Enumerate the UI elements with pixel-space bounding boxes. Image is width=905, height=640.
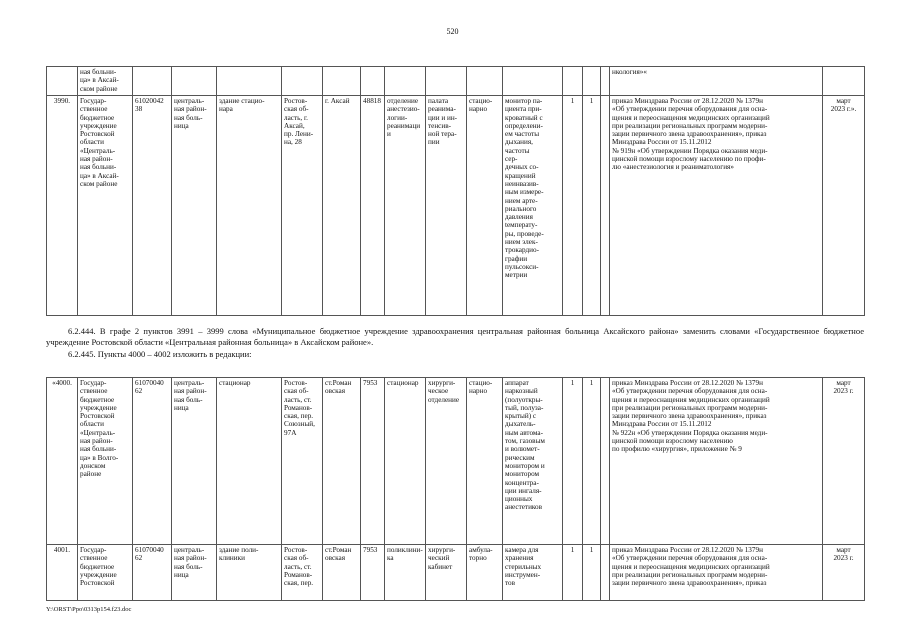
amendment-paragraph-444 — [46, 326, 864, 348]
city-cell: г. Аксай — [323, 96, 361, 316]
room-cell: палата реанима- ции и ин- тенсив- ной тера- пии — [426, 96, 467, 316]
deadline-cell: март 2023 г. — [823, 545, 865, 601]
oktmo-cell: 7953 — [361, 378, 385, 545]
room-cell: хирурги- ческое отделение — [426, 378, 467, 545]
table-row — [47, 545, 865, 601]
paragraph-text: 6.2.445. Пункты 4000 – 4002 изложить в редакции: — [68, 349, 252, 359]
code-cell: 61020042 38 — [133, 96, 172, 316]
equipment-cell: монитор па- циента при- кроватный с определени- ем частоты дыхания, частоты сер- дечных со- кращений неинвазив- ным измере- нием арте- риального давления tемперату- ры, проведе- нием элек- трокардио- графии пульсокси- метрии — [503, 96, 563, 316]
building-cell: здание стацио- нара — [217, 96, 282, 316]
amendment-paragraph-445 — [46, 349, 864, 360]
quantity-cell: 1 — [583, 378, 601, 545]
quantity-cell: 1 — [583, 96, 601, 316]
legal-basis-cell: приказ Минздрава России от 28.12.2020 № 1379н «Об утверждении перечня оборудования для осна- щения и переоснащения медицинских организаций при реализации региональных программ модерни- зации первичного звена здравоохранения», приказ — [610, 545, 823, 601]
mode-cell: амбула- торно — [467, 545, 503, 601]
code-cell: 61070040 62 — [133, 378, 172, 545]
oktmo-cell: 7953 — [361, 545, 385, 601]
building-cell: здание поли- клиники — [217, 545, 282, 601]
row-number: «4000. — [47, 378, 78, 545]
quantity-cell: 1 — [563, 378, 583, 545]
equipment-table-continued — [46, 66, 865, 316]
legal-basis-cell: приказ Минздрава России от 28.12.2020 № 1379н «Об утверждении перечня оборудования для осна- щения и переоснащения медицинских организаций при реализации региональных программ модерни- зации первичного звена здравоохранения», приказ Минздрава России от 15.11.2012 № 922н «Об утверждении Порядка оказания меди- цинской помощи взрослому населению по профилю «хирургия», приложение № 9 — [610, 378, 823, 545]
city-cell: ст.Роман овская — [323, 545, 361, 601]
legal-basis-cell: приказ Минздрава России от 28.12.2020 № 1379н «Об утверждении перечня оборудования для осна- щения и переоснащения медицинских организаций при реализации региональных программ модерни- зации первичного звена здравоохранения», приказ Минздрава России от 15.11.2012 № 919н «Об утверждении Порядка оказания меди- цинской помощи взрослому населению по профи- лю «анестезиология и реаниматология» — [610, 96, 823, 316]
row-number: 3990. — [47, 96, 78, 316]
address-cell: Ростов- ская об- ласть, ст. Романов- ская, пер. — [282, 545, 323, 601]
department-cell: стационар — [385, 378, 426, 545]
equipment-table-new-items — [46, 377, 865, 601]
quantity-cell: 1 — [563, 96, 583, 316]
paragraph-text: 6.2.444. В графе 2 пунктов 3991 – 3999 слова «Муниципальное бюджетное учреждение здравоохранения центральная районная больница Аксайского района» заменить словами «Государственное бюджетное учреждение Ростовской области «Центральная районная больница» в Аксайском районе». — [46, 326, 864, 347]
org-type-cell: централь- ная район- ная боль- ница — [172, 545, 217, 601]
file-path-footer: Y:\ORST\Ppo\0313p154.f23.doc — [46, 606, 132, 613]
department-cell: отделение анестезио- логии- реанимации — [385, 96, 426, 316]
address-cell: Ростов- ская об- ласть, ст. Романов- ская, пер. Союзный, 97А — [282, 378, 323, 545]
building-cell: стационар — [217, 378, 282, 545]
deadline-cell: март 2023 г.». — [823, 96, 865, 316]
org-type-cell: централь- ная район- ная боль- ница — [172, 378, 217, 545]
org-name-cell: Государ- ственное бюджетное учреждение Ростовской области «Централь- ная район- ная больни- ца» в Волго- донском районе — [78, 378, 133, 545]
table-row — [47, 96, 865, 316]
org-name-cell: ная больни- ца» в Аксай- ском районе — [78, 67, 133, 96]
department-cell: поликлини- ка — [385, 545, 426, 601]
deadline-cell: март 2023 г. — [823, 378, 865, 545]
room-cell: хирурги- ческий кабинет — [426, 545, 467, 601]
page-number: 520 — [446, 27, 459, 36]
quantity-cell: 1 — [563, 545, 583, 601]
quantity-cell: 1 — [583, 545, 601, 601]
code-cell: 61070040 62 — [133, 545, 172, 601]
org-name-cell: Государ- ственное бюджетное учреждение Ростовской области «Централь- ная район- ная больни- ца» в Аксай- ском районе — [78, 96, 133, 316]
table-row — [47, 67, 865, 96]
city-cell: ст.Роман овская — [323, 378, 361, 545]
equipment-cell: аппарат наркозный (полуоткры- тый, полуза- крытый) с дыхатель- ным автома- том, газовым и волюмет- рическим монитором и монитором концентра- ции ингаля- ционных анестетиков — [503, 378, 563, 545]
table-row — [47, 378, 865, 545]
org-type-cell: централь- ная район- ная боль- ница — [172, 96, 217, 316]
org-name-cell: Государ- ственное бюджетное учреждение Ростовской — [78, 545, 133, 601]
row-number: 4001. — [47, 545, 78, 601]
oktmo-cell: 48818 — [361, 96, 385, 316]
mode-cell: стацио- нарно — [467, 378, 503, 545]
mode-cell: стацио- нарно — [467, 96, 503, 316]
equipment-cell: камера для хранения стерильных инструмен- тов — [503, 545, 563, 601]
address-cell: Ростов- ская об- ласть, г. Аксай, пр. Лени- на, 28 — [282, 96, 323, 316]
legal-basis-cell: нкология»« — [610, 67, 823, 96]
